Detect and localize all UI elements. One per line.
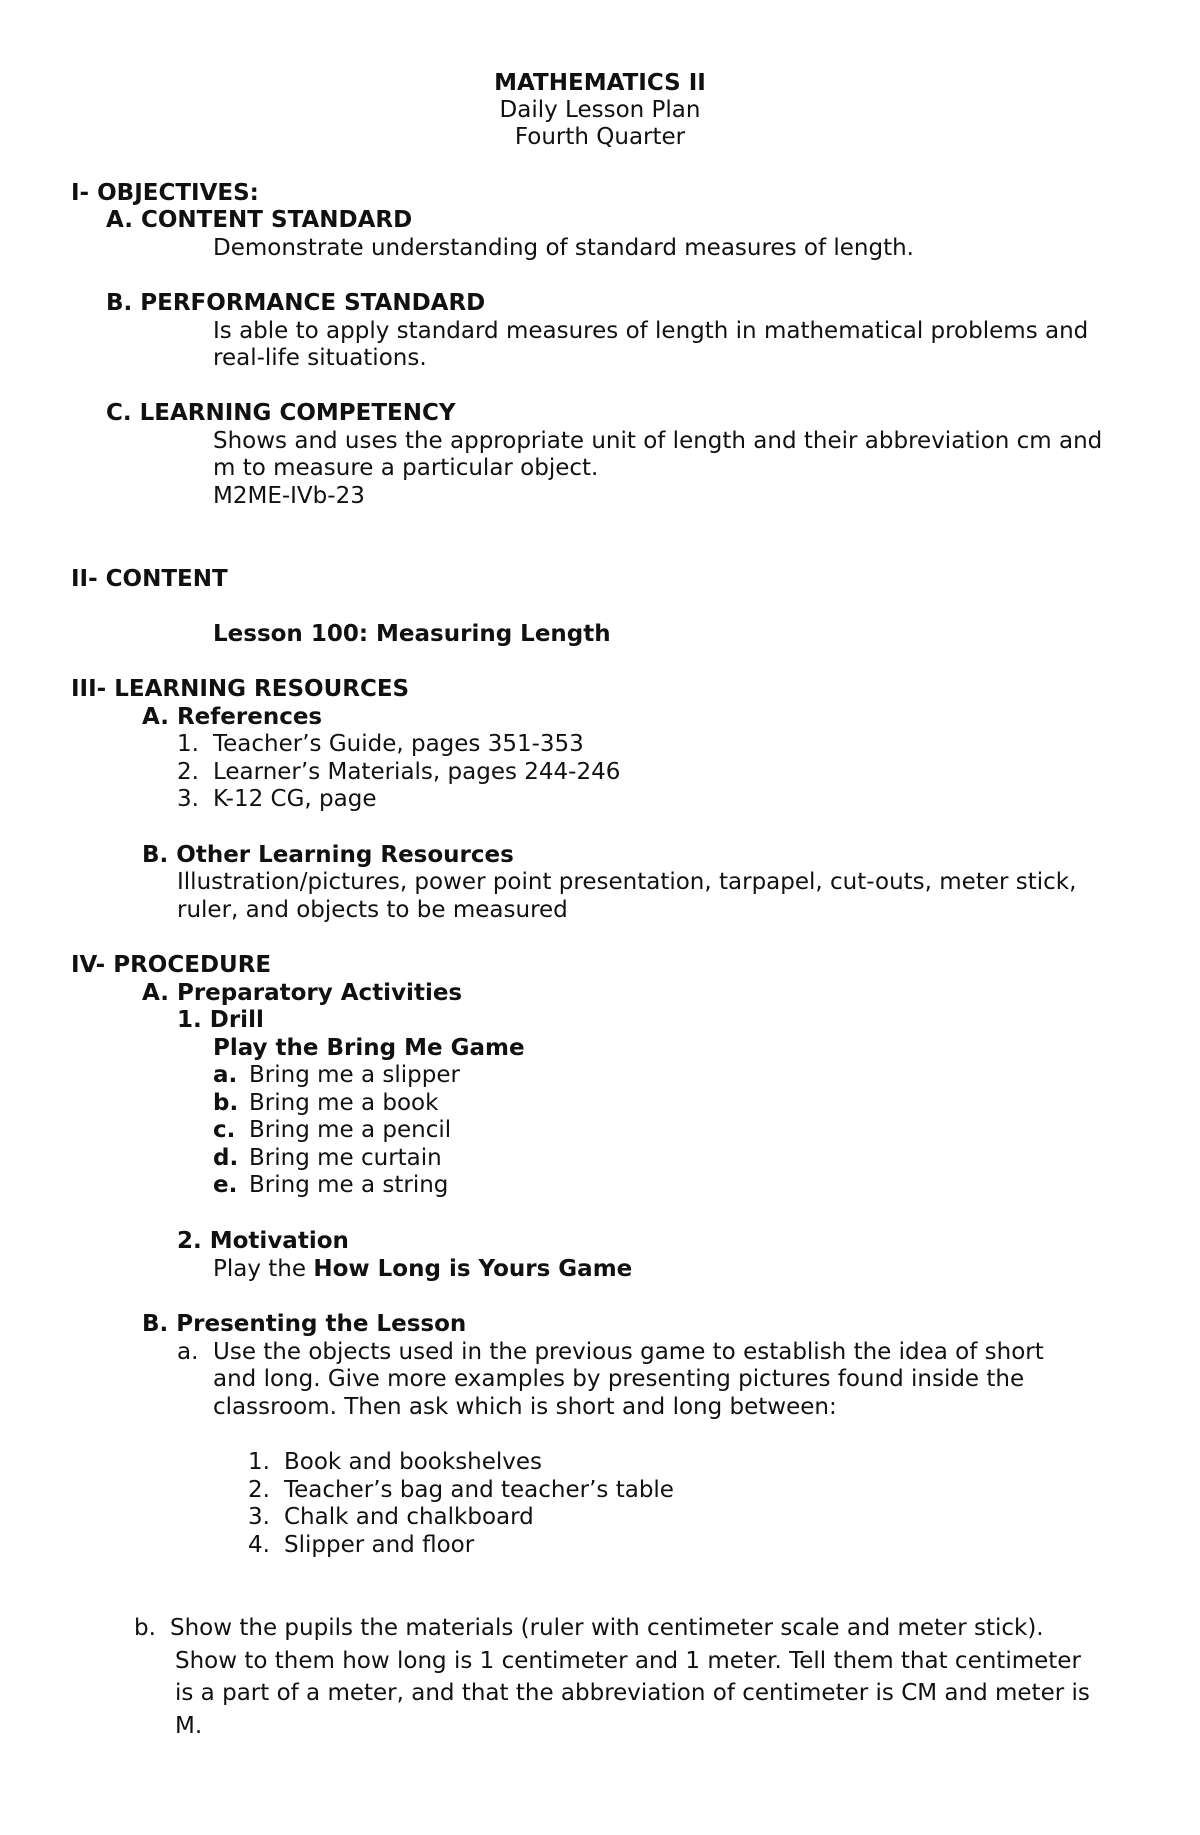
list-number: 2. (248, 1477, 270, 1503)
motivation-game: How Long is Yours Game (313, 1256, 633, 1282)
list-item (213, 1090, 438, 1117)
list-letter: a. (213, 1062, 238, 1088)
item-b-line2: Show to them how long is 1 centimeter and 1 meter. Tell them that centimeter (175, 1648, 1081, 1674)
motivation-prefix: Play the (213, 1256, 314, 1282)
procedure-heading: IV- PROCEDURE (71, 952, 272, 978)
learning-competency-code: M2ME-IVb-23 (213, 483, 365, 509)
item-b-letter: b. (134, 1615, 156, 1641)
motivation-label: 2. Motivation (177, 1228, 349, 1254)
list-item (213, 1117, 451, 1144)
other-resources-label: B. Other Learning Resources (142, 842, 514, 868)
pair-text: Slipper and floor (284, 1532, 475, 1558)
list-item (248, 1449, 542, 1476)
drill-item-text: Bring me a slipper (249, 1062, 460, 1088)
item-a-line2: and long. Give more examples by presenting pictures found inside the (213, 1366, 1025, 1392)
pair-text: Chalk and chalkboard (284, 1504, 534, 1530)
content-standard-label: A. CONTENT STANDARD (106, 207, 413, 233)
pair-text: Teacher’s bag and teacher’s table (284, 1477, 674, 1503)
performance-standard-line1: Is able to apply standard measures of length in mathematical problems and (213, 318, 1089, 344)
item-a-line1 (177, 1339, 1044, 1366)
list-letter: b. (213, 1090, 239, 1116)
list-item (177, 759, 620, 786)
other-resources-line2: ruler, and objects to be measured (177, 897, 568, 923)
list-item (213, 1062, 460, 1089)
list-number: 4. (248, 1532, 270, 1558)
reference-text: K-12 CG, page (213, 786, 377, 812)
list-number: 2. (177, 759, 199, 785)
list-item (177, 731, 584, 758)
performance-standard-label: B. PERFORMANCE STANDARD (106, 290, 486, 316)
item-a-letter: a. (177, 1339, 199, 1365)
list-number: 3. (177, 786, 199, 812)
references-label: A. References (142, 704, 323, 730)
motivation-text (213, 1256, 632, 1283)
drill-item-text: Bring me a pencil (249, 1117, 452, 1143)
performance-standard-line2: real-life situations. (213, 345, 427, 371)
drill-game-title: Play the Bring Me Game (213, 1035, 525, 1061)
reference-text: Teacher’s Guide, pages 351-353 (213, 731, 584, 757)
preparatory-activities-label: A. Preparatory Activities (142, 980, 463, 1006)
item-a-line3: classroom. Then ask which is short and long between: (213, 1394, 837, 1420)
item-b-text: Show the pupils the materials (ruler with centimeter scale and meter stick). (170, 1615, 1044, 1641)
list-item (213, 1172, 448, 1199)
list-item (248, 1504, 534, 1531)
drill-item-text: Bring me curtain (249, 1145, 442, 1171)
list-number: 1. (177, 731, 199, 757)
other-resources-line1: Illustration/pictures, power point presentation, tarpapel, cut-outs, meter stick, (177, 869, 1077, 895)
drill-label: 1. Drill (177, 1007, 264, 1033)
list-number: 3. (248, 1504, 270, 1530)
list-letter: e. (213, 1172, 238, 1198)
reference-text: Learner’s Materials, pages 244-246 (213, 759, 621, 785)
item-a-text: Use the objects used in the previous game to establish the idea of short (213, 1339, 1044, 1365)
document-title: MATHEMATICS II (494, 70, 706, 96)
objectives-heading: I- OBJECTIVES: (71, 180, 259, 206)
list-item (213, 1145, 442, 1172)
learning-competency-line2: m to measure a particular object. (213, 455, 599, 481)
document-quarter: Fourth Quarter (514, 124, 686, 150)
resources-heading: III- LEARNING RESOURCES (71, 676, 410, 702)
presenting-lesson-label: B. Presenting the Lesson (142, 1311, 467, 1337)
learning-competency-label: C. LEARNING COMPETENCY (106, 400, 456, 426)
learning-competency-line1: Shows and uses the appropriate unit of length and their abbreviation cm and (213, 428, 1103, 454)
item-b-line1 (134, 1615, 1044, 1642)
list-letter: c. (213, 1117, 236, 1143)
item-b-line4: M. (175, 1713, 203, 1739)
list-item (248, 1532, 474, 1559)
list-item (248, 1477, 674, 1504)
drill-item-text: Bring me a string (249, 1172, 449, 1198)
pair-text: Book and bookshelves (284, 1449, 543, 1475)
drill-item-text: Bring me a book (249, 1090, 439, 1116)
document-subtitle: Daily Lesson Plan (499, 97, 701, 123)
list-letter: d. (213, 1145, 239, 1171)
list-number: 1. (248, 1449, 270, 1475)
list-item (177, 786, 377, 813)
lesson-title: Lesson 100: Measuring Length (213, 621, 611, 647)
item-b-line3: is a part of a meter, and that the abbreviation of centimeter is CM and meter is (175, 1680, 1090, 1706)
content-standard-text: Demonstrate understanding of standard measures of length. (213, 235, 914, 261)
content-heading: II- CONTENT (71, 566, 228, 592)
